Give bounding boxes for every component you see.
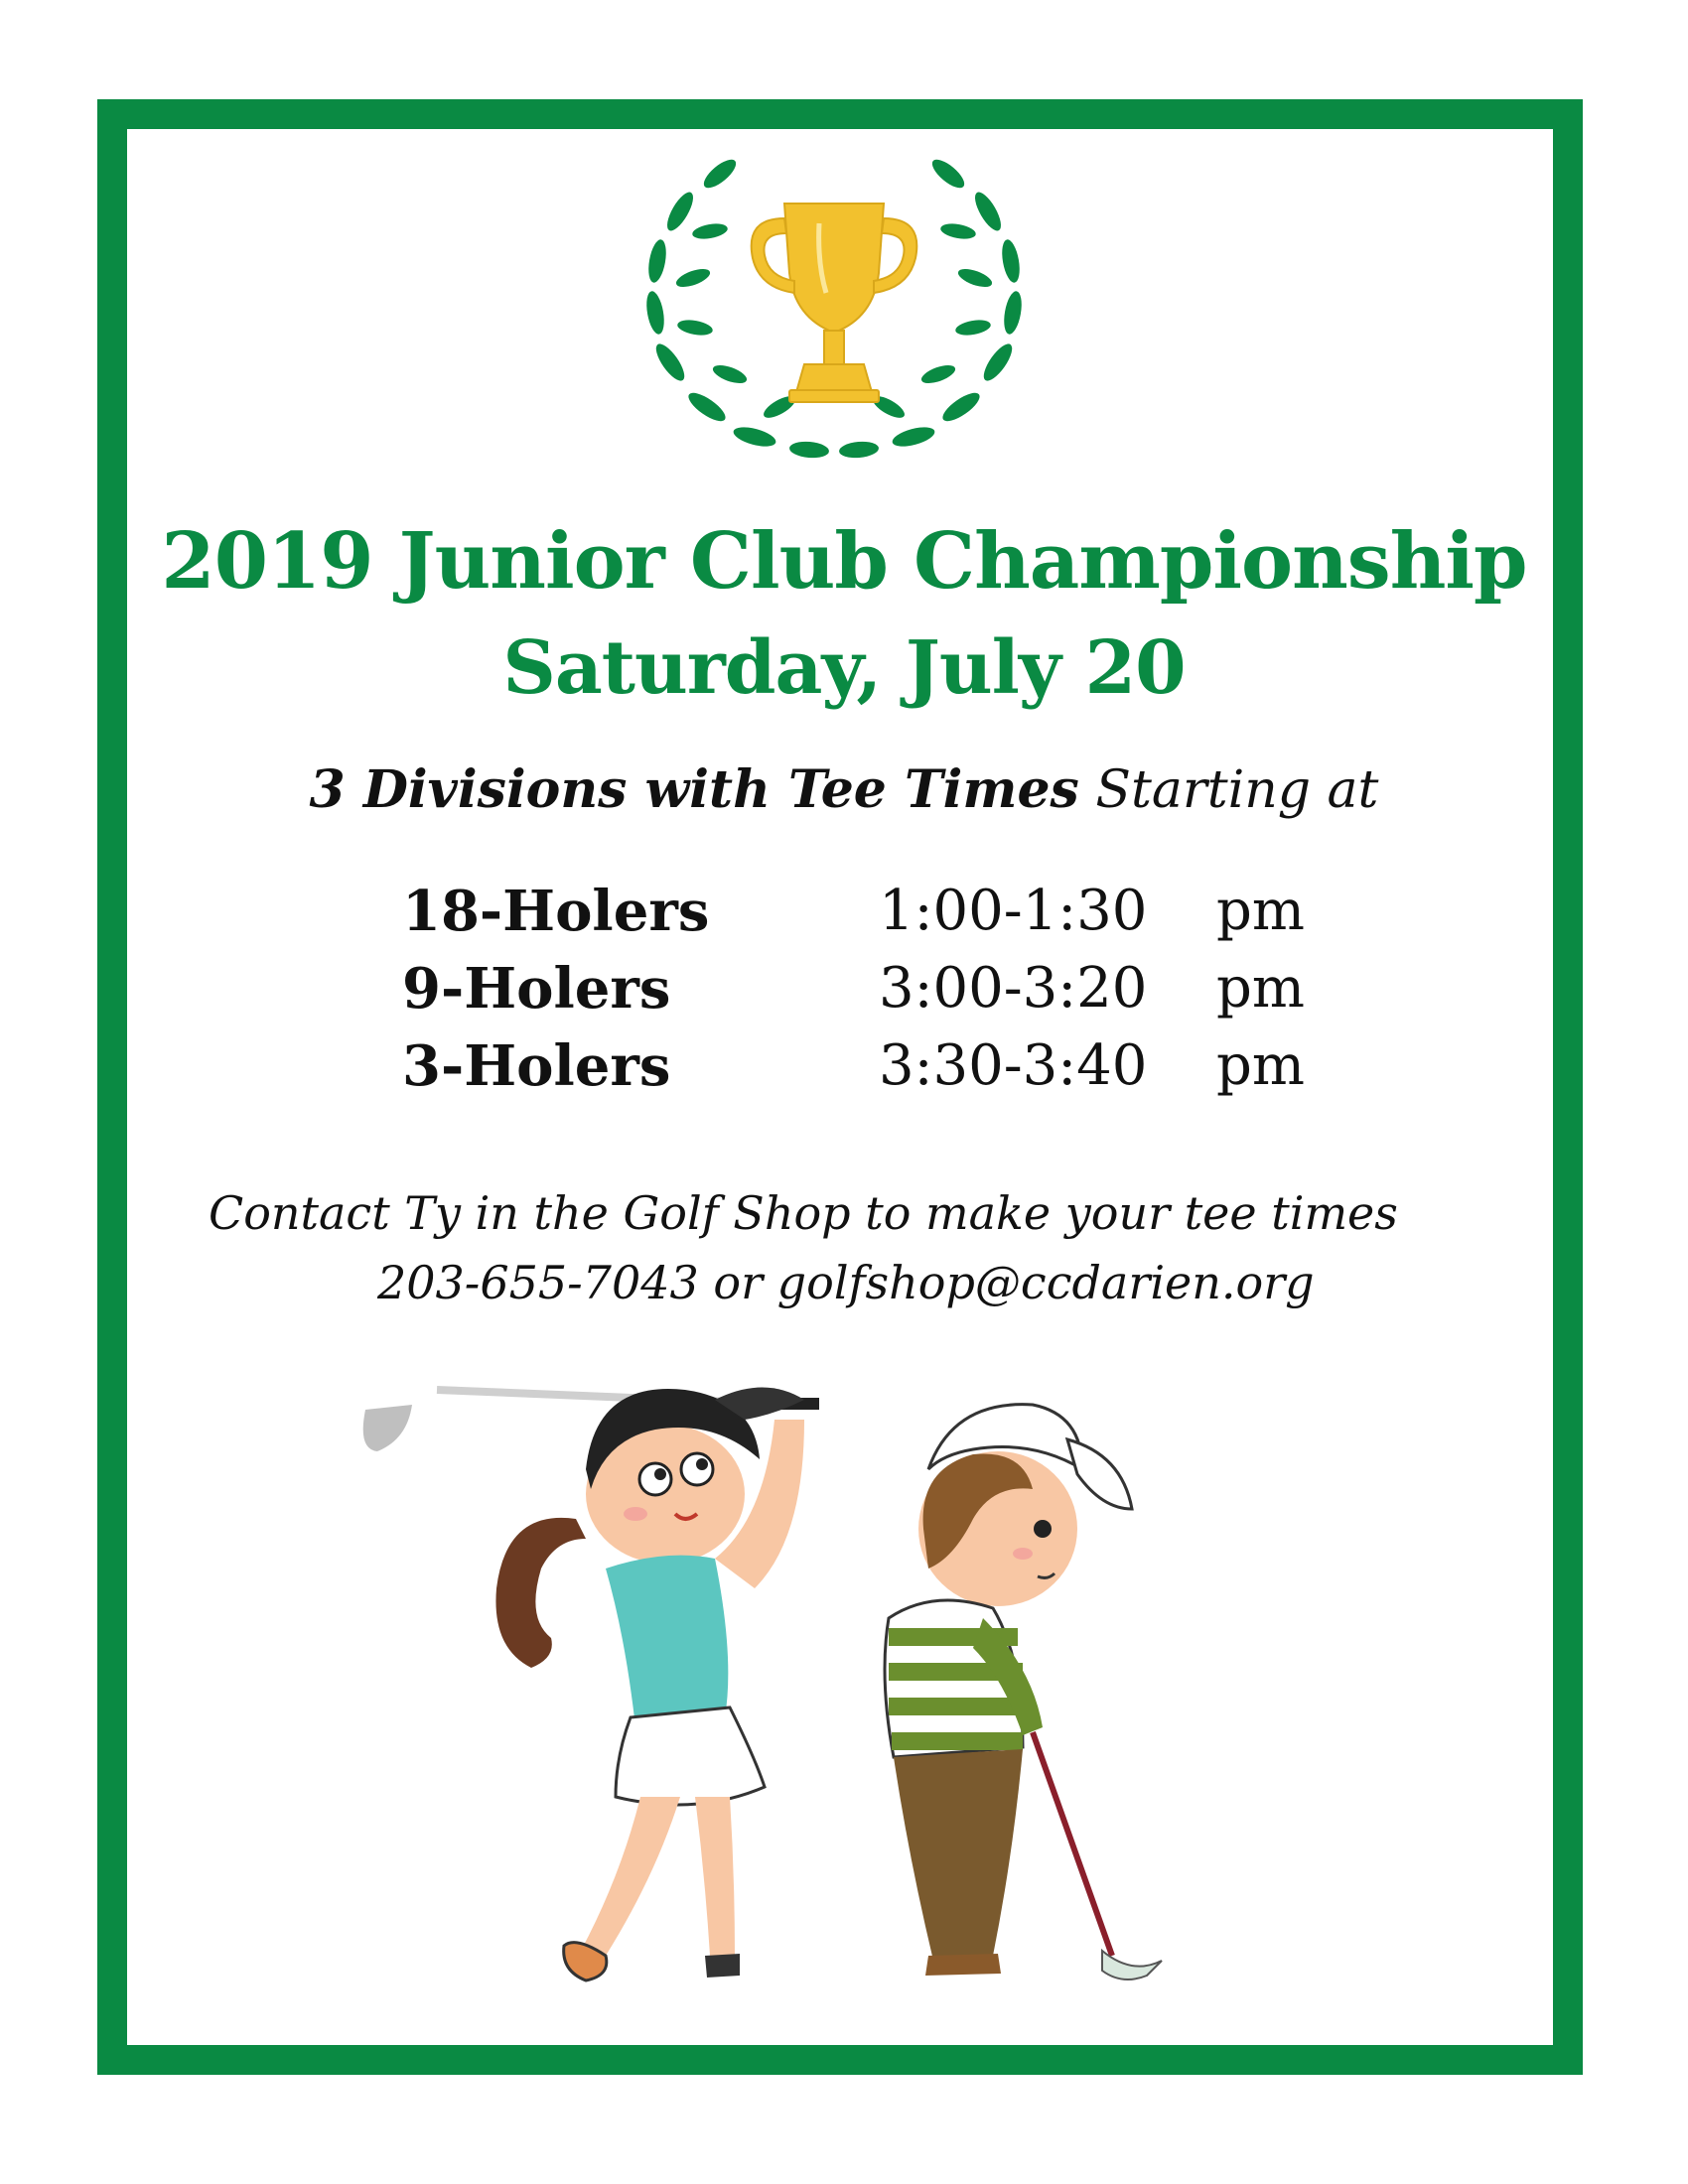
- contact-details: 203-655-7043 or golfshop@ccdarien.org: [377, 1256, 1315, 1309]
- tee-time-range: 3:00-3:20: [879, 956, 1148, 1021]
- divisions-subtitle: [0, 759, 1688, 820]
- tee-time-schedule: [402, 879, 1345, 1111]
- division-name: 18-Holers: [402, 879, 710, 944]
- boy-golfer-figure: [885, 1405, 1162, 1979]
- divisions-subtitle-bold: 3 Divisions with Tee Times: [309, 759, 1079, 820]
- tee-time-range: 1:00-1:30: [879, 879, 1148, 943]
- schedule-row: [402, 956, 1345, 1033]
- divisions-subtitle-rest: Starting at: [1078, 760, 1379, 820]
- schedule-row: [402, 879, 1345, 956]
- event-date: Saturday, July 20: [502, 625, 1186, 711]
- division-name: 9-Holers: [402, 956, 671, 1022]
- contact-instructions: Contact Ty in the Golf Shop to make your tee times: [209, 1186, 1398, 1240]
- time-unit: pm: [1216, 956, 1305, 1021]
- time-unit: pm: [1216, 879, 1305, 943]
- schedule-row: [402, 1033, 1345, 1111]
- event-title: 2019 Junior Club Championship: [161, 516, 1527, 607]
- kids-golfing-illustration: [338, 1360, 1331, 2035]
- division-name: 3-Holers: [402, 1033, 671, 1099]
- time-unit: pm: [1216, 1033, 1305, 1098]
- trophy-laurel-icon: [635, 144, 1033, 467]
- girl-golfer-figure: [363, 1388, 819, 1981]
- tee-time-range: 3:30-3:40: [879, 1033, 1148, 1098]
